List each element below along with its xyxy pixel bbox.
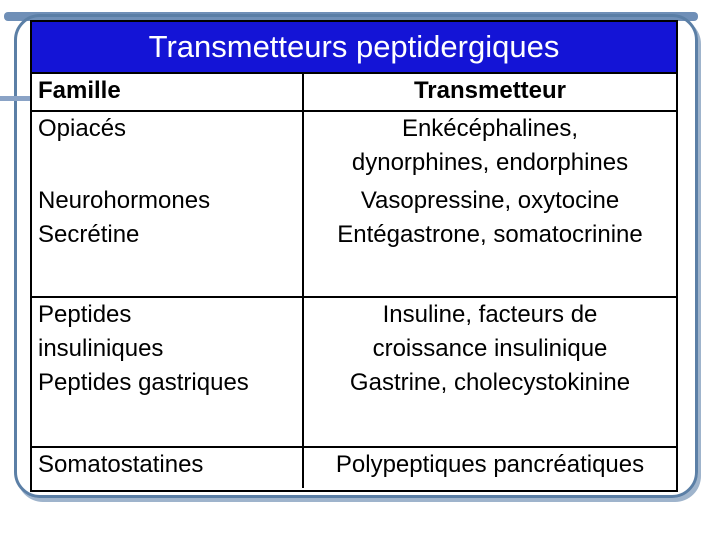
transmitter-line: dynorphines, endorphines: [351, 149, 629, 176]
slide: [30, 20, 678, 492]
family-line: Peptides: [38, 301, 132, 328]
family-line: Opiacés: [38, 115, 127, 142]
slide-title: Transmetteurs peptidergiques: [32, 22, 676, 74]
transmitter-cell: [303, 184, 676, 297]
table-header-row: [32, 74, 676, 111]
header-transmitter: Transmetteur: [303, 74, 676, 111]
family-line: Secrétine: [38, 221, 140, 248]
transmitter-line: Insuline, facteurs de: [382, 301, 598, 328]
transmitter-line: Entégastrone, somatocrinine: [337, 221, 643, 248]
transmitter-line: Polypeptiques pancréatiques: [335, 451, 645, 478]
family-line: Peptides gastriques: [38, 369, 249, 396]
family-line: insuliniques: [38, 335, 164, 362]
transmitter-line: Gastrine, cholecystokinine: [349, 369, 631, 396]
transmitter-cell: [303, 111, 676, 184]
header-family: Famille: [32, 74, 303, 111]
family-line: Somatostatines: [38, 451, 204, 478]
family-cell: [32, 111, 303, 184]
transmitter-line: Vasopressine, oxytocine: [360, 187, 620, 214]
family-cell: [32, 447, 303, 488]
transmitter-cell: [303, 447, 676, 488]
table-row: [32, 297, 676, 447]
transmitter-line: croissance insulinique: [372, 335, 608, 362]
family-cell: [32, 184, 303, 297]
transmitter-cell: [303, 297, 676, 447]
transmitters-table: [32, 74, 676, 488]
transmitter-line: Enkécéphalines,: [401, 115, 579, 142]
table-row: [32, 184, 676, 297]
table-row: [32, 447, 676, 488]
family-line: Neurohormones: [38, 187, 211, 214]
family-cell: [32, 297, 303, 447]
table-row: [32, 111, 676, 184]
